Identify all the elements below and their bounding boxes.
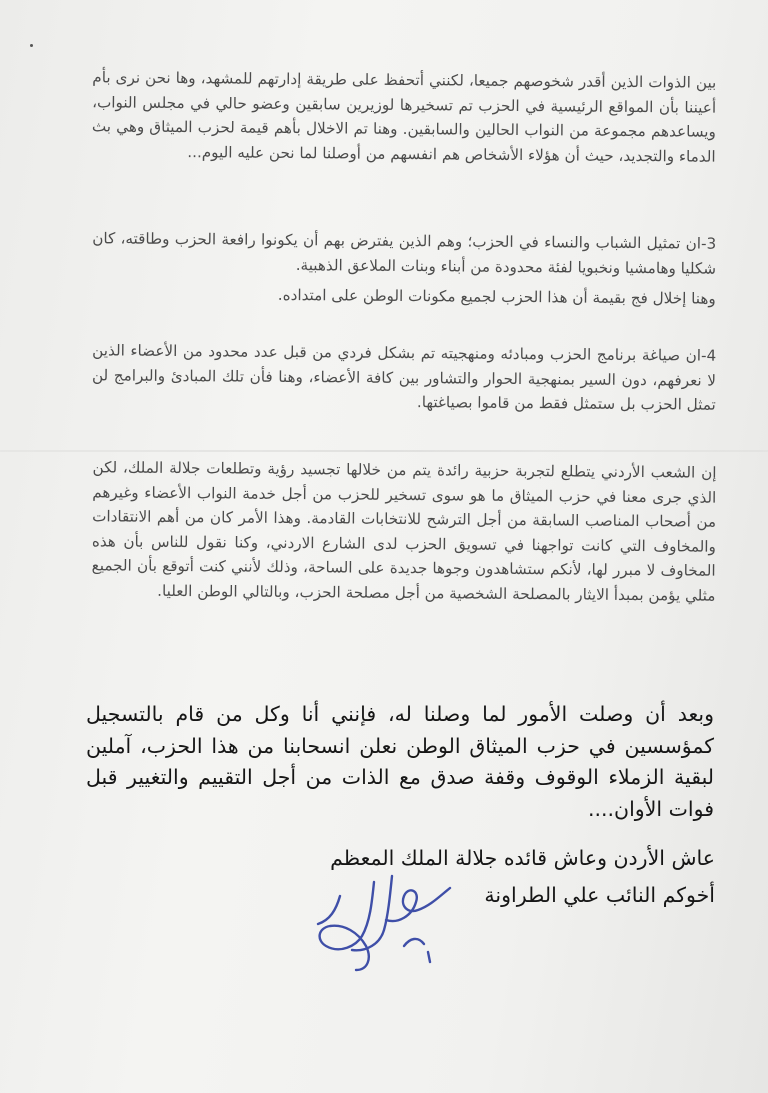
letter-paragraph-5 [91, 455, 716, 608]
point-4-text: 4-ان صياغة برنامج الحزب ومبادئه ومنهجيته تم بشكل فردي من قبل عدد محدود من الأعضاء الذين لا نعرفهم، دون السير بمنهجية الحوار والتشاور بين كافة الأعضاء، وهنا فأن تلك المبادئ والبرامج لن تمثل الحزب بل ستمثل فقط من قاموا بصياغتها. [91, 341, 717, 414]
paragraph-1-text: بين الذوات الذين أقدر شخوصهم جميعا، لكنني أتحفظ على طريقة إدارتهم للمشهد، وها نحن نرى بأم أعيننا بأن المواقع الرئيسية في الحزب تم تسخيرها لوزيرين سابقين وعضو حالي في مجلس النواب، ويساعدهم مجموعة من النواب الحالين والسابقين. وهنا تم الاخلال بأهم قيمة لحزب الميثاق وهي بث الدماء والتجديد، حيث أن هؤلاء الأشخاص هم انفسهم من أوصلنا لما نحن عليه اليوم... [91, 68, 717, 166]
paper-mark [30, 44, 33, 47]
closing-text: وبعد أن وصلت الأمور لما وصلنا له، فإنني أنا وكل من قام بالتسجيل كمؤسسين في حزب الميثاق الوطن نعلن انسحابنا من هذا الحزب، آملين لبقية الزملاء الوقوف وقفة صدق مع الذات من أجل التقييم والتغيير قبل فوات الأوان.... [86, 702, 714, 821]
long-live-line: عاش الأردن وعاش قائده جلالة الملك المعظم [330, 846, 715, 870]
signature-stroke [318, 896, 340, 924]
handwritten-signature [300, 866, 460, 976]
signature-stroke [352, 876, 392, 950]
letter-point-3 [92, 226, 717, 311]
point-3-text: 3-ان تمثيل الشباب والنساء في الحزب؛ وهم الذين يفترض بهم أن يكونوا رافعة الحزب وطاقته، كان شكليا وهامشيا ونخبويا لفئة محدودة من أبناء وبنات الملاعق الذهبية. [92, 229, 717, 278]
paper-fold-line [0, 450, 768, 452]
sender-name: أخوكم النائب علي الطراونة [484, 883, 715, 907]
signature-stroke [386, 888, 450, 921]
signature-stroke [428, 952, 430, 962]
point-3-note-text: وهنا إخلال فج بقيمة أن هذا الحزب لجميع مكونات الوطن على امتداده. [277, 286, 716, 308]
signature-stroke [320, 882, 374, 970]
letter-paragraph-1 [92, 65, 717, 169]
letter-point-4 [92, 338, 717, 417]
signature-stroke [404, 939, 424, 946]
closing-statement [86, 699, 714, 825]
paragraph-5-text: إن الشعب الأردني يتطلع لتجربة حزبية رائدة يتم من خلالها تجسيد رؤية وتطلعات جلالة الملك، لكن الذي جرى معنا في حزب الميثاق ما هو سوى تسخير للحزب من أجل خدمة النواب الأعضاء وغيرهم من أصحاب المناصب السابقة من أجل الترشح للانتخابات القادمة. وهذا الأمر كان من أهم الانتقادات والمخاوف التي كانت تواجهنا في تسويق الحزب لدى الشارع الاردني، وكنا نقول للناس بأن هذه المخاوف لا مبرر لها، لأنكم ستشاهدون وجوها جديدة على الساحة، وذلك لأنني كنت أتوقع بأن الجميع مثلي يؤمن بمبدأ الايثار بالمصلحة الشخصية من أجل مصلحة الحزب، وبالتالي الوطن العليا. [91, 458, 717, 605]
